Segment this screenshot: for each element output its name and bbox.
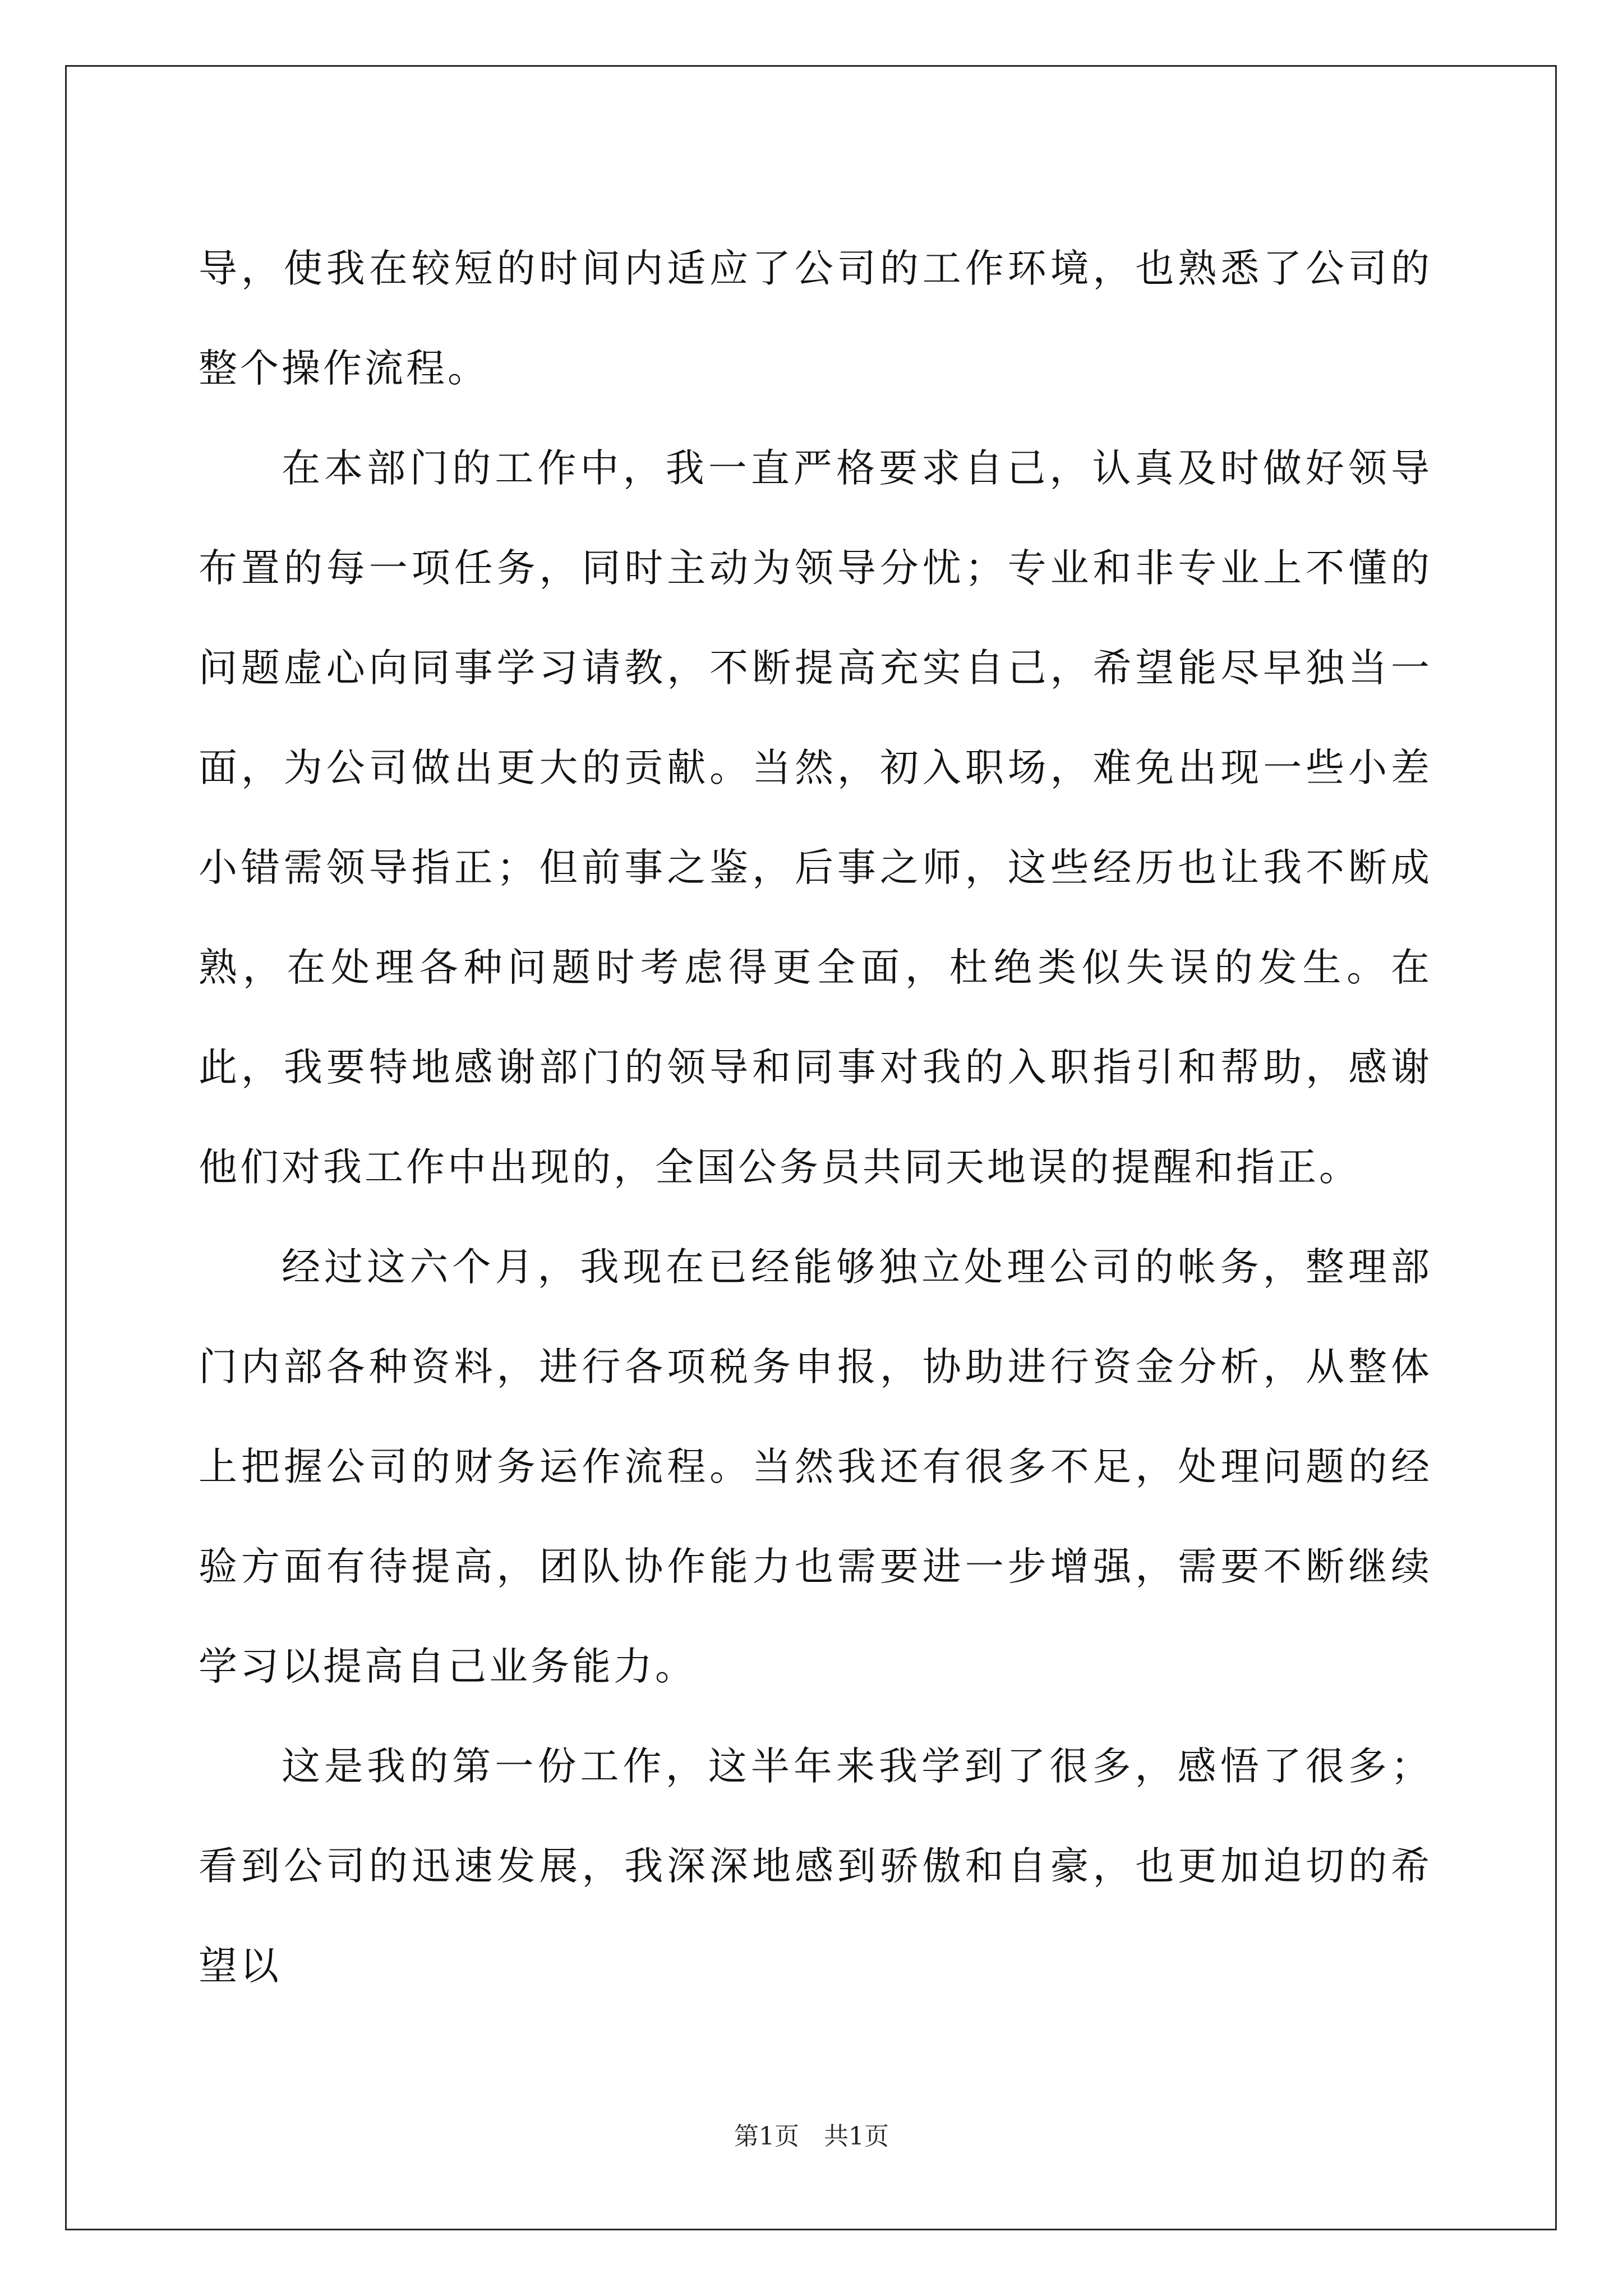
paragraph-six-months: 经过这六个月，我现在已经能够独立处理公司的帐务，整理部门内部各种资料，进行各项税务申报，协助进行资金分析，从整体上把握公司的财务运作流程。当然我还有很多不足，处理问题的经验方面有待提高，团队协作能力也需要进一步增强，需要不断继续学习以提高自己业务能力。 [199,1245,1432,1689]
page-footer: 第1页 共1页 [734,2122,889,2151]
paragraph-continuation: 导，使我在较短的时间内适应了公司的工作环境，也熟悉了公司的整个操作流程。 [199,246,1432,391]
paragraph-first-job: 这是我的第一份工作，这半年来我学到了很多，感悟了很多；看到公司的迅速发展，我深深地感到骄傲和自豪，也更加迫切的希望以 [199,1744,1432,1989]
paragraph-department-work: 在本部门的工作中，我一直严格要求自己，认真及时做好领导布置的每一项任务，同时主动为领导分忧；专业和非专业上不懂的问题虚心向同事学习请教，不断提高充实自己，希望能尽早独当一面，为公司做出更大的贡献。当然，初入职场，难免出现一些小差小错需领导指正；但前事之鉴，后事之师，这些经历也让我不断成熟，在处理各种问题时考虑得更全面，杜绝类似失误的发生。在此，我要特地感谢部门的领导和同事对我的入职指引和帮助，感谢他们对我工作中出现的，全国公务员共同天地误的提醒和指正。 [199,446,1432,1190]
document-body [199,219,1432,2016]
